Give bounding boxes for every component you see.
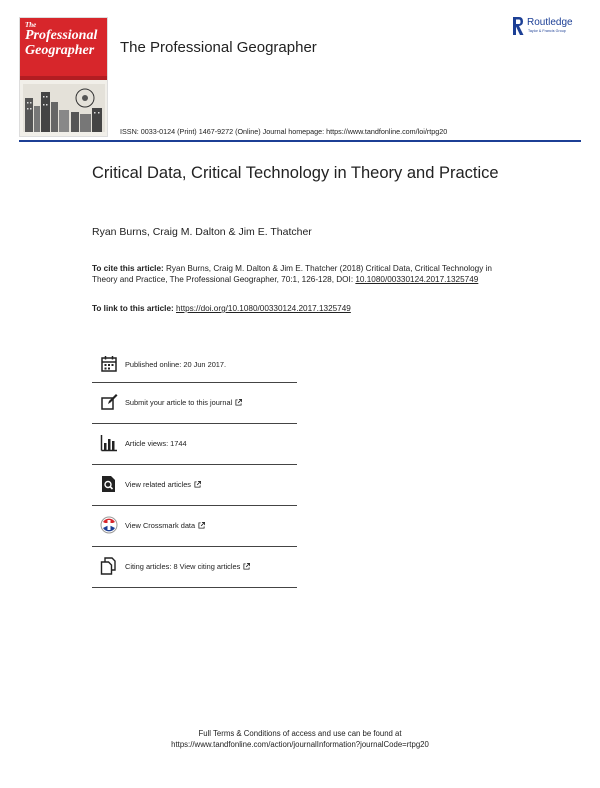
article-link-url[interactable]: https://doi.org/10.1080/00330124.2017.1325749 bbox=[176, 304, 351, 313]
panel-submit-text[interactable] bbox=[125, 398, 242, 407]
citation-text: Ryan Burns, Craig M. Dalton & Jim E. Thatcher (2018) Critical Data, Critical Technology in Theory and Practice, The Professional Geographer, 70:1, 126-128, DOI: bbox=[92, 264, 492, 284]
article-link-block bbox=[92, 304, 351, 313]
journal-cover bbox=[19, 17, 108, 137]
panel-divider bbox=[92, 587, 297, 588]
article-authors[interactable]: Ryan Burns, Craig M. Dalton & Jim E. Thatcher bbox=[92, 226, 312, 238]
panel-related[interactable] bbox=[92, 465, 297, 505]
routledge-r-icon bbox=[511, 16, 525, 36]
cover-title-line: Geographer bbox=[25, 43, 95, 59]
cover-city-illustration bbox=[23, 84, 105, 132]
citation-block bbox=[92, 263, 512, 285]
panel-citing-text[interactable] bbox=[125, 562, 250, 571]
citing-articles-icon bbox=[100, 557, 118, 575]
article-title: Critical Data, Critical Technology in Theory and Practice bbox=[92, 164, 499, 182]
footer-terms: Full Terms & Conditions of access and use can be found at bbox=[198, 729, 402, 738]
issn-line[interactable]: ISSN: 0033-0124 (Print) 1467-9272 (Online) Journal homepage: https://www.tandfonline.com/loi/rtpg20 bbox=[120, 127, 448, 136]
header-divider bbox=[19, 140, 581, 142]
cover-title bbox=[25, 22, 105, 59]
citation-label: To cite this article: bbox=[92, 264, 164, 273]
citation-doi-link[interactable]: 10.1080/00330124.2017.1325749 bbox=[355, 275, 479, 284]
external-link-icon bbox=[235, 399, 242, 406]
panel-views-text: Article views: 1744 bbox=[125, 439, 187, 448]
edit-icon bbox=[100, 393, 118, 411]
cover-title-line: Professional bbox=[25, 28, 98, 44]
footer bbox=[0, 728, 600, 750]
publisher-name: Routledge bbox=[527, 17, 573, 28]
external-link-icon bbox=[194, 481, 201, 488]
external-link-icon bbox=[198, 522, 205, 529]
panel-citing-label[interactable]: Citing articles: 8 View citing articles bbox=[125, 562, 241, 571]
panel-submit-label[interactable]: Submit your article to this journal bbox=[125, 398, 233, 407]
panel-crossmark[interactable] bbox=[92, 506, 297, 546]
crossmark-icon bbox=[100, 516, 118, 534]
journal-name: The Professional Geographer bbox=[120, 39, 317, 56]
article-link-label: To link to this article: bbox=[92, 304, 177, 313]
cover-strip bbox=[20, 76, 107, 80]
panel-crossmark-label[interactable]: View Crossmark data bbox=[125, 521, 196, 530]
panel-published-text: Published online: 20 Jun 2017. bbox=[125, 360, 227, 369]
panel-citing[interactable] bbox=[92, 547, 297, 587]
footer-terms-link[interactable]: https://www.tandfonline.com/action/journalInformation?journalCode=rtpg20 bbox=[171, 740, 429, 749]
panel-crossmark-text[interactable] bbox=[125, 521, 205, 530]
publisher-group: Taylor & Francis Group bbox=[528, 29, 566, 33]
cover-title-line: The bbox=[25, 21, 37, 29]
bar-chart-icon bbox=[100, 434, 118, 452]
panel-related-label[interactable]: View related articles bbox=[125, 480, 191, 489]
related-search-icon bbox=[100, 475, 118, 493]
panel-related-text[interactable] bbox=[125, 480, 201, 489]
external-link-icon bbox=[243, 563, 250, 570]
calendar-icon bbox=[100, 355, 118, 373]
panel-views bbox=[92, 424, 297, 464]
panel-submit[interactable] bbox=[92, 383, 297, 423]
panel-published bbox=[92, 345, 297, 385]
